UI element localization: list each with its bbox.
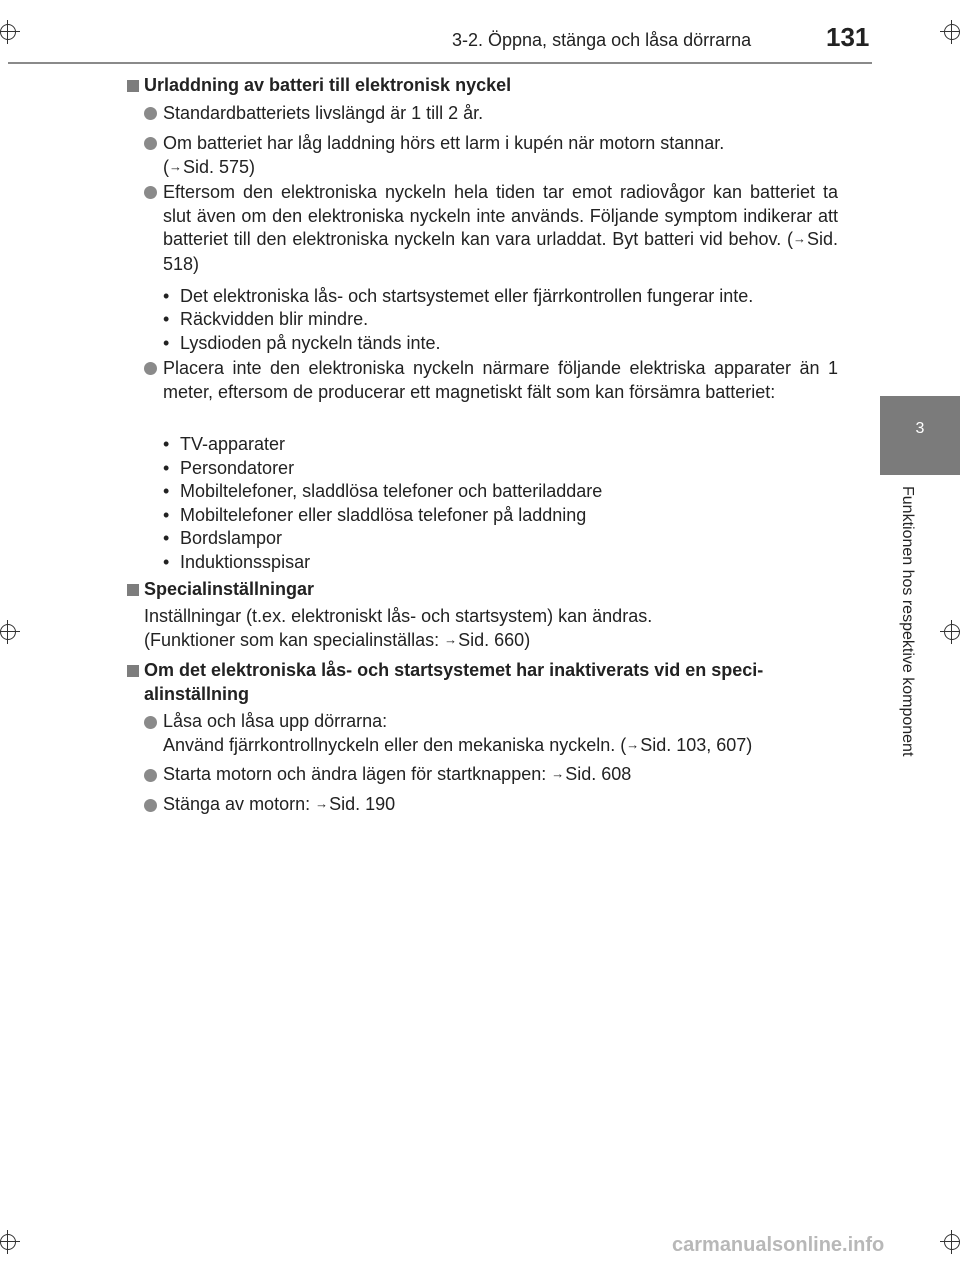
section-heading — [144, 659, 763, 706]
list-item: • Mobiltelefoner eller sladdlösa telefoner på laddning — [180, 504, 586, 528]
paragraph — [163, 763, 631, 788]
paragraph — [163, 793, 395, 818]
list-item: • Induktionsspisar — [180, 551, 310, 575]
page-reference[interactable]: Sid. 103, 607) — [640, 734, 753, 755]
arrow-right-icon: → — [551, 766, 565, 781]
registration-mark-bottom-right — [940, 1230, 960, 1254]
square-bullet-icon — [127, 80, 139, 92]
watermark: carmanualsonline.info — [672, 1234, 885, 1256]
round-bullet-icon — [144, 107, 157, 120]
round-bullet-icon — [144, 769, 157, 782]
paragraph-text: Eftersom den elektroniska nyckeln hela tiden tar emot radiovågor kan batteriet ta slut även om den elektroniska nyckeln inte används. Följande symptom indikerar att batteriet till den elektroniska nyckeln kan vara urladdat. Byt batteri vid behov. ( — [163, 182, 838, 249]
section-heading-line: Om det elektroniska lås- och startsystemet har inaktiverats vid en speci- — [144, 660, 764, 680]
arrow-right-icon: → — [315, 796, 329, 811]
paragraph — [163, 710, 752, 758]
paragraph-text: Stänga av motorn: — [163, 794, 316, 814]
arrow-right-icon: → — [792, 231, 806, 246]
arrow-right-icon: → — [626, 736, 640, 752]
paragraph-line: Inställningar (t.ex. elektroniskt lås- och startsystem) kan ändras. — [144, 606, 653, 626]
page-reference[interactable]: Sid. 518) — [163, 229, 838, 274]
list-item: • Mobiltelefoner, sladdlösa telefoner och batteriladdare — [180, 480, 602, 504]
registration-mark-top-left — [0, 20, 20, 44]
round-bullet-icon — [144, 137, 157, 150]
registration-mark-bottom-left — [0, 1230, 20, 1254]
round-bullet-icon — [144, 716, 157, 729]
header-rule — [8, 62, 872, 64]
paragraph — [163, 181, 838, 276]
chapter-label — [898, 486, 920, 816]
arrow-right-icon: → — [169, 158, 182, 174]
page-number: 131 — [826, 22, 870, 52]
square-bullet-icon — [127, 584, 139, 596]
paragraph-line: Låsa och låsa upp dörrarna: — [163, 711, 388, 731]
arrow-right-icon: → — [444, 632, 458, 647]
paragraph-text: Starta motorn och ändra lägen för startknappen: — [163, 764, 552, 784]
chapter-label-text: Funktionen hos respektive komponent — [899, 486, 916, 757]
list-item: • Persondatorer — [180, 457, 294, 481]
square-bullet-icon — [127, 665, 139, 677]
registration-mark-middle-right — [940, 620, 960, 644]
page-reference[interactable]: Sid. 608 — [565, 764, 632, 784]
round-bullet-icon — [144, 799, 157, 812]
paragraph: Placera inte den elektroniska nyckeln närmare följande elektriska apparater än 1 meter, eftersom de producerar ett magnetiskt fält som kan försämra batteriet: — [163, 358, 838, 402]
paragraph-line — [144, 629, 530, 654]
section-heading: Specialinställningar — [144, 579, 315, 599]
list-item: • Bordslampor — [180, 527, 282, 551]
round-bullet-icon — [144, 362, 157, 375]
list-item: • TV-apparater — [180, 433, 285, 457]
registration-mark-top-right — [940, 20, 960, 44]
list-item: • Räckvidden blir mindre. — [180, 308, 368, 332]
paragraph-text: (Funktioner som kan specialinställas: — [144, 630, 445, 650]
page-reference[interactable]: Sid. 190 — [329, 794, 396, 814]
paragraph — [163, 132, 838, 180]
paragraph: Standardbatteriets livslängd är 1 till 2 år. — [163, 103, 484, 123]
page-reference[interactable]: Sid. 575) — [183, 156, 256, 177]
section-title: 3-2. Öppna, stänga och låsa dörrarna — [452, 30, 752, 50]
paragraph-paren: ( — [163, 156, 169, 177]
round-bullet-icon — [144, 186, 157, 199]
chapter-number: 3 — [915, 420, 925, 437]
registration-mark-middle-left — [0, 620, 20, 644]
paragraph-line: Om batteriet har låg laddning hörs ett larm i kupén när motorn stannar. — [163, 133, 725, 153]
chapter-tab — [880, 396, 960, 475]
section-heading: Urladdning av batteri till elektronisk nyckel — [144, 75, 512, 95]
list-item: • Det elektroniska lås- och startsystemet eller fjärrkontrollen fungerar inte. — [180, 285, 753, 309]
section-heading-line: alinställning — [144, 683, 250, 704]
list-item: • Lysdioden på nyckeln tänds inte. — [180, 332, 441, 356]
paragraph-text: Använd fjärrkontrollnyckeln eller den mekaniska nyckeln. ( — [163, 734, 627, 755]
page-reference[interactable]: Sid. 660) — [458, 630, 531, 650]
